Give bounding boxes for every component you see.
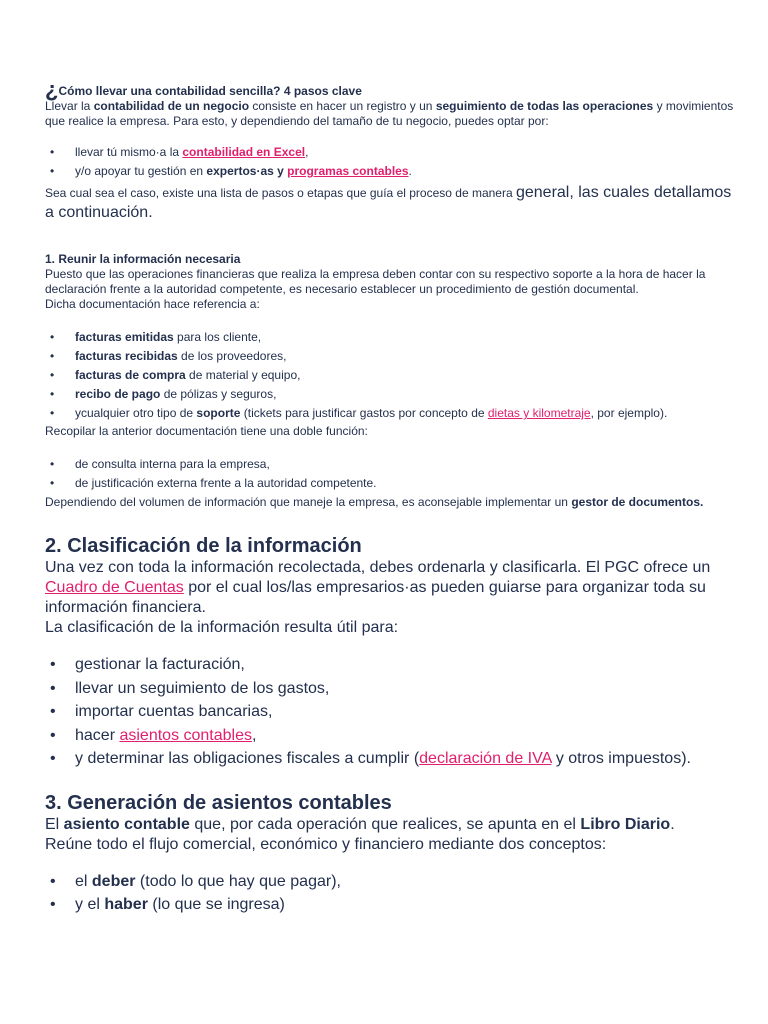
list-item: • de justificación externa frente a la autoridad competente.: [45, 474, 735, 493]
step1-paragraph-2: Dicha documentación hace referencia a:: [45, 297, 260, 311]
list-item: • llevar tú mismo·a la contabilidad en Excel,: [45, 143, 735, 162]
intro-title: ¿Cómo llevar una contabilidad sencilla? 4 pasos clave: [45, 77, 362, 102]
list-item: • el deber (todo lo que hay que pagar),: [45, 870, 735, 894]
link-dietas-kilometraje[interactable]: dietas y kilometraje: [487, 406, 591, 420]
step1-paragraph: Puesto que las operaciones financieras que realiza la empresa deben contar con su respectivo soporte a la hora de hacer la declaración frente a la autoridad competente, es necesario establecer un procedimiento de gestión documental.: [45, 267, 706, 296]
function-list: [45, 455, 735, 493]
list-item: • y determinar las obligaciones fiscales a cumplir (declaración de IVA y otros impuestos).: [45, 747, 735, 771]
list-item: • llevar un seguimiento de los gastos,: [45, 677, 735, 701]
list-item: • facturas de compra de material y equipo,: [45, 366, 735, 385]
list-item: • gestionar la facturación,: [45, 653, 735, 677]
list-item: • de consulta interna para la empresa,: [45, 455, 735, 474]
link-programas-contables[interactable]: programas contables: [287, 164, 409, 178]
step1-paragraph-4: Dependiendo del volumen de información que maneje la empresa, es aconsejable implementar un gestor de documentos.: [45, 495, 704, 509]
intro-closing: Sea cual sea el caso, existe una lista de pasos o etapas que guía el proceso de manera general, las cuales detallamos a continuación.: [45, 184, 732, 221]
step1-paragraph-3: Recopilar la anterior documentación tiene una doble función:: [45, 424, 368, 438]
step2-paragraph: Una vez con toda la información recolectada, debes ordenarla y clasificarla. El PGC ofrece un Cuadro de Cuentas por el cual los/las empresarios·as pueden guiarse para organizar toda su información financiera.: [45, 559, 711, 616]
step3-paragraph: El asiento contable que, por cada operación que realices, se apunta en el Libro Diario.: [45, 815, 675, 833]
intro-options-list: [45, 143, 735, 181]
concepts-list: [45, 870, 735, 917]
step3-heading: 3. Generación de asientos contables: [45, 791, 392, 814]
link-contabilidad-excel[interactable]: contabilidad en Excel: [182, 145, 306, 159]
step1-heading: 1. Reunir la información necesaria: [45, 252, 241, 266]
list-item: • y el haber (lo que se ingresa): [45, 893, 735, 917]
documentation-list: [45, 328, 735, 423]
link-asientos-contables[interactable]: asientos contables: [119, 726, 252, 744]
document-page: [45, 77, 735, 917]
step2-heading: 2. Clasificación de la información: [45, 535, 362, 557]
step3-paragraph-2: Reúne todo el flujo comercial, económico y financiero mediante dos conceptos:: [45, 835, 607, 853]
list-item: • facturas emitidas para los cliente,: [45, 328, 735, 347]
question-mark: ¿: [45, 77, 59, 102]
list-item: • ycualquier otro tipo de soporte (tickets para justificar gastos por concepto de dietas y kilometraje, por ejemplo).: [45, 404, 735, 423]
link-declaracion-iva[interactable]: declaración de IVA: [419, 750, 552, 767]
classification-uses-list: [45, 653, 735, 771]
list-item: • hacer asientos contables,: [45, 724, 735, 748]
list-item: • recibo de pago de pólizas y seguros,: [45, 385, 735, 404]
intro-paragraph: Llevar la contabilidad de un negocio consiste en hacer un registro y un seguimiento de todas las operaciones y movimientos que realice la empresa. Para esto, y dependiendo del tamaño de tu negocio, puedes optar por:: [45, 99, 734, 128]
step2-paragraph-2: La clasificación de la información resulta útil para:: [45, 619, 399, 636]
list-item: • y/o apoyar tu gestión en expertos·as y programas contables.: [45, 162, 735, 181]
list-item: • importar cuentas bancarias,: [45, 700, 735, 724]
link-cuadro-de-cuentas[interactable]: Cuadro de Cuentas: [45, 579, 184, 596]
list-item: • facturas recibidas de los proveedores,: [45, 347, 735, 366]
